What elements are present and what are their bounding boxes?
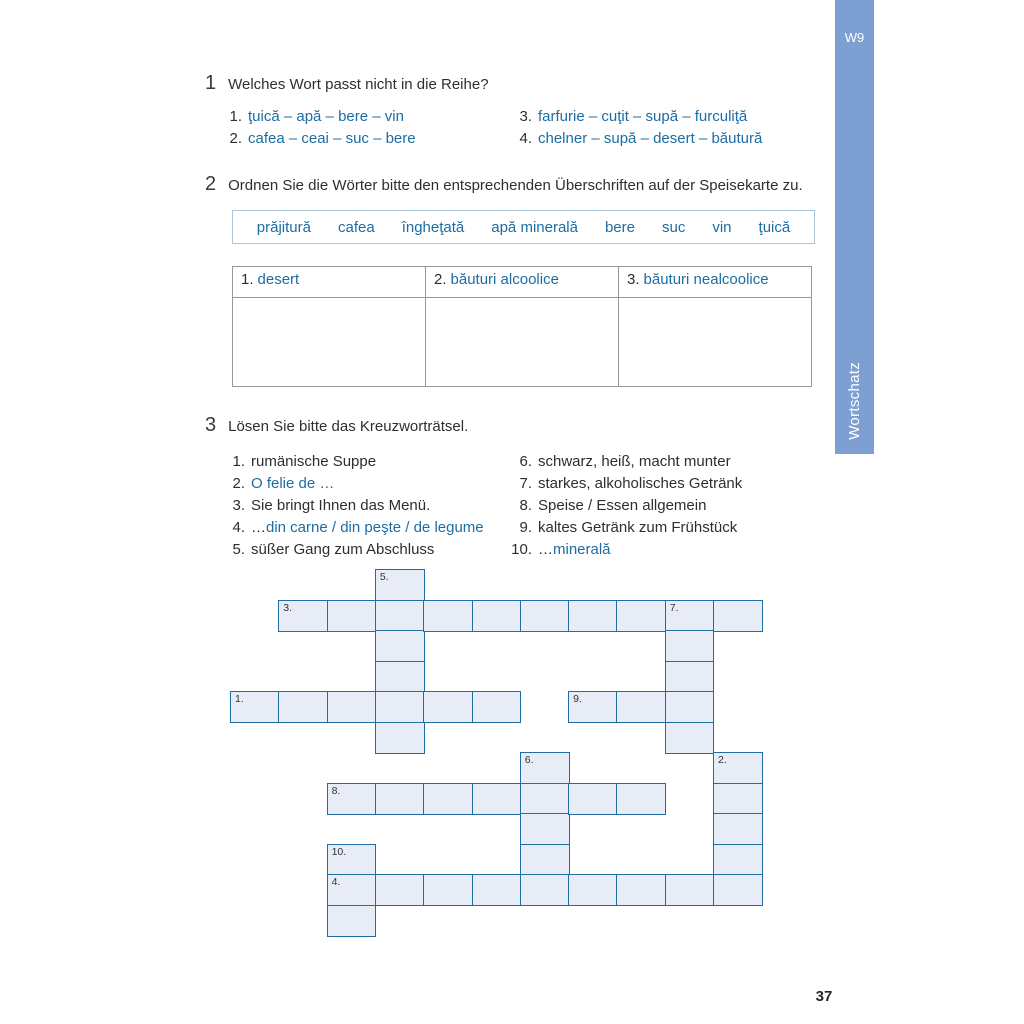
- word-series-item: 1. ţuică – apă – bere – vin: [229, 107, 404, 125]
- crossword-cell[interactable]: [327, 905, 377, 937]
- crossword-cell[interactable]: [665, 722, 715, 754]
- crossword-clue-number: 9.: [573, 693, 582, 705]
- crossword-cell[interactable]: [423, 600, 473, 632]
- crossword-cell[interactable]: [375, 874, 425, 906]
- word-bank-item: apă minerală: [491, 218, 578, 236]
- crossword-cell[interactable]: [423, 783, 473, 815]
- crossword-cell[interactable]: [665, 691, 715, 723]
- crossword-cell[interactable]: [665, 600, 715, 632]
- chapter-tab-code: W9: [844, 30, 865, 45]
- chapter-tab: [835, 0, 874, 454]
- chapter-tab-section: [835, 362, 874, 440]
- exercise3-heading: [205, 415, 468, 435]
- crossword-clue-number: 3.: [283, 601, 293, 614]
- crossword-clues-right: [504, 450, 742, 560]
- exercise2-number: 2: [205, 173, 217, 195]
- crossword-cell[interactable]: [568, 783, 618, 815]
- table-column-header: 3. băuturi nealcoolice: [619, 267, 811, 298]
- crossword-cell[interactable]: [665, 874, 715, 906]
- exercise2-heading: [205, 174, 803, 194]
- exercise2-title: Ordnen Sie die Wörter bitte den entsprechenden Überschriften auf der Speisekarte zu.: [228, 177, 803, 194]
- crossword-cell[interactable]: [278, 600, 328, 632]
- crossword-cell[interactable]: [616, 874, 666, 906]
- crossword-cell[interactable]: [713, 874, 763, 906]
- word-bank-item: prăjitură: [256, 218, 311, 236]
- word-series-item: 2. cafea – ceai – suc – bere: [229, 129, 416, 147]
- crossword-clue: 2. O felie de …: [232, 474, 335, 492]
- table-column: [426, 267, 619, 386]
- crossword-cell[interactable]: [327, 691, 377, 723]
- crossword-cell[interactable]: [568, 600, 618, 632]
- table-column: [233, 267, 426, 386]
- crossword-cell[interactable]: [230, 691, 280, 723]
- exercise1-title: Welches Wort passt nicht in die Reihe?: [228, 76, 489, 93]
- table-body-cell[interactable]: [426, 298, 618, 386]
- crossword-clues-left: [228, 450, 484, 560]
- crossword-cell[interactable]: [375, 661, 425, 693]
- crossword-clue-number: 7.: [669, 601, 679, 614]
- exercise3-title: Lösen Sie bitte das Kreuzworträtsel.: [228, 418, 469, 435]
- crossword-cell[interactable]: [278, 691, 328, 723]
- crossword-clue: 3. Sie bringt Ihnen das Menü.: [232, 496, 431, 514]
- exercise1-heading: [205, 73, 489, 93]
- word-series-item: 3. farfurie – cuţit – supă – furculiţă: [519, 107, 748, 125]
- crossword-cell[interactable]: [327, 844, 377, 876]
- exercise1-number: 1: [205, 72, 217, 94]
- crossword-cell[interactable]: [327, 600, 377, 632]
- crossword-clue: 1. rumänische Suppe: [232, 452, 377, 470]
- crossword-cell[interactable]: [472, 783, 522, 815]
- exercise1-list-right: [518, 105, 762, 149]
- word-bank-item: îngheţată: [401, 218, 465, 236]
- table-column: [619, 267, 811, 386]
- crossword-cell[interactable]: [423, 874, 473, 906]
- crossword-cell[interactable]: [520, 783, 570, 815]
- crossword-cell[interactable]: [472, 691, 522, 723]
- crossword-cell[interactable]: [616, 783, 666, 815]
- crossword-cell[interactable]: [520, 813, 570, 845]
- table-body-cell[interactable]: [619, 298, 811, 386]
- crossword-cell[interactable]: [375, 783, 425, 815]
- crossword-cell[interactable]: [616, 691, 666, 723]
- crossword-cell[interactable]: [713, 600, 763, 632]
- crossword-clue: 8. Speise / Essen allgemein: [519, 496, 707, 514]
- crossword-clue: 5. süßer Gang zum Abschluss: [232, 540, 435, 558]
- crossword-cell[interactable]: [616, 600, 666, 632]
- crossword-clue-number: 2.: [718, 754, 727, 766]
- word-bank-item: vin: [712, 218, 732, 236]
- crossword-cell[interactable]: [665, 661, 715, 693]
- crossword-cell[interactable]: [520, 600, 570, 632]
- crossword-clue-number: 1.: [235, 693, 244, 705]
- crossword-clue-number: 5.: [379, 571, 389, 583]
- crossword-cell[interactable]: [520, 752, 570, 784]
- crossword-clue: 9. kaltes Getränk zum Frühstück: [519, 518, 738, 536]
- word-bank-item: ţuică: [758, 218, 791, 236]
- assignment-table: [232, 266, 812, 387]
- crossword-cell[interactable]: [520, 844, 570, 876]
- crossword-clue-number: 4.: [331, 876, 341, 888]
- crossword-cell[interactable]: [665, 630, 715, 662]
- crossword-clue: 7. starkes, alkoholisches Getränk: [519, 474, 743, 492]
- crossword-cell[interactable]: [713, 813, 763, 845]
- chapter-tab-section-label: Wortschatz: [846, 362, 863, 440]
- exercise3-number: 3: [205, 414, 217, 436]
- crossword-clue-number: 6.: [524, 754, 534, 766]
- word-series-item: 4. chelner – supă – desert – băutură: [519, 129, 763, 147]
- crossword-cell[interactable]: [472, 874, 522, 906]
- page-number: 37: [815, 988, 833, 1005]
- crossword-cell[interactable]: [423, 691, 473, 723]
- crossword-cell[interactable]: [375, 630, 425, 662]
- crossword-clue-number: 10.: [331, 845, 347, 858]
- crossword-cell[interactable]: [520, 874, 570, 906]
- word-bank-item: suc: [662, 218, 686, 236]
- crossword-cell[interactable]: [375, 569, 425, 601]
- word-bank-item: bere: [604, 218, 635, 236]
- exercise1-list-left: [228, 105, 416, 149]
- word-bank: [232, 210, 815, 244]
- crossword-clue-number: 8.: [331, 784, 341, 797]
- word-bank-item: cafea: [337, 218, 375, 236]
- table-body-cell[interactable]: [233, 298, 425, 386]
- crossword-cell[interactable]: [375, 691, 425, 723]
- crossword-cell[interactable]: [713, 844, 763, 876]
- crossword-cell[interactable]: [472, 600, 522, 632]
- table-column-header: 1. desert: [233, 267, 425, 298]
- crossword-clue: 6. schwarz, heiß, macht munter: [519, 452, 731, 470]
- crossword-cell[interactable]: [568, 691, 618, 723]
- crossword-cell[interactable]: [375, 722, 425, 754]
- crossword-cell[interactable]: [713, 752, 763, 784]
- crossword-cell[interactable]: [327, 874, 377, 906]
- table-column-header: 2. băuturi alcoolice: [426, 267, 618, 298]
- crossword-cell[interactable]: [568, 874, 618, 906]
- crossword-clue: 10. … minerală: [511, 540, 611, 558]
- crossword-clue: 4. … din carne / din peşte / de legume: [232, 518, 484, 536]
- crossword-cell[interactable]: [713, 783, 763, 815]
- crossword-cell[interactable]: [327, 783, 377, 815]
- crossword-cell[interactable]: [375, 600, 425, 632]
